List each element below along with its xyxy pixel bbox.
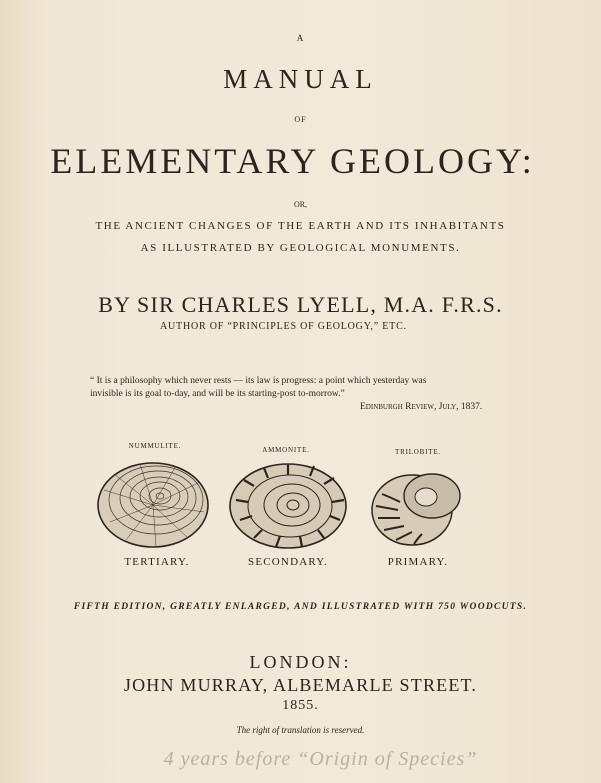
author-credentials: AUTHOR OF “PRINCIPLES OF GEOLOGY,” ETC.	[160, 321, 407, 332]
subtitle-line-2: AS ILLUSTRATED BY GEOLOGICAL MONUMENTS.	[140, 242, 461, 254]
ammonite-caption: AMMONITE.	[262, 446, 310, 454]
title-manual: MANUAL	[223, 64, 378, 94]
primary-label: PRIMARY.	[387, 556, 449, 568]
subtitle-line-1: THE ANCIENT CHANGES OF THE EARTH AND ITS INHABITANTS	[95, 220, 506, 232]
main-title: ELEMENTARY GEOLOGY:	[50, 141, 535, 181]
tertiary-label: TERTIARY.	[124, 556, 190, 568]
title-or: OR,	[293, 200, 308, 209]
author-byline: BY SIR CHARLES LYELL, M.A. F.R.S.	[98, 292, 503, 317]
rights-notice: The right of translation is reserved.	[236, 725, 365, 735]
epigraph-line-1: “ It is a philosophy which never rests — its law is progress: a point which yesterday was	[90, 376, 427, 386]
ammonite-illustration	[226, 460, 348, 550]
epigraph-line-2: invisible is its goal to-day, and will be its starting-post to-morrow.”	[90, 389, 345, 399]
secondary-label: SECONDARY.	[248, 556, 328, 568]
trilobite-caption: TRILOBITE.	[395, 448, 441, 456]
imprint-year: 1855.	[282, 698, 319, 713]
epigraph-source: Edinburgh Review, July, 1837.	[360, 402, 483, 412]
handwritten-pencil-note: 4 years before “Origin of Species”	[163, 748, 478, 770]
nummulite-caption: NUMMULITE.	[128, 442, 182, 450]
trilobite-illustration	[368, 470, 464, 548]
title-article: A	[296, 33, 305, 43]
edition-line: FIFTH EDITION, GREATLY ENLARGED, AND ILLUSTRATED WITH 750 WOODCUTS.	[73, 602, 528, 612]
imprint-publisher: JOHN MURRAY, ALBEMARLE STREET.	[123, 675, 478, 695]
imprint-city: LONDON:	[249, 652, 352, 672]
nummulite-illustration	[96, 460, 210, 550]
title-of: OF	[294, 115, 307, 124]
